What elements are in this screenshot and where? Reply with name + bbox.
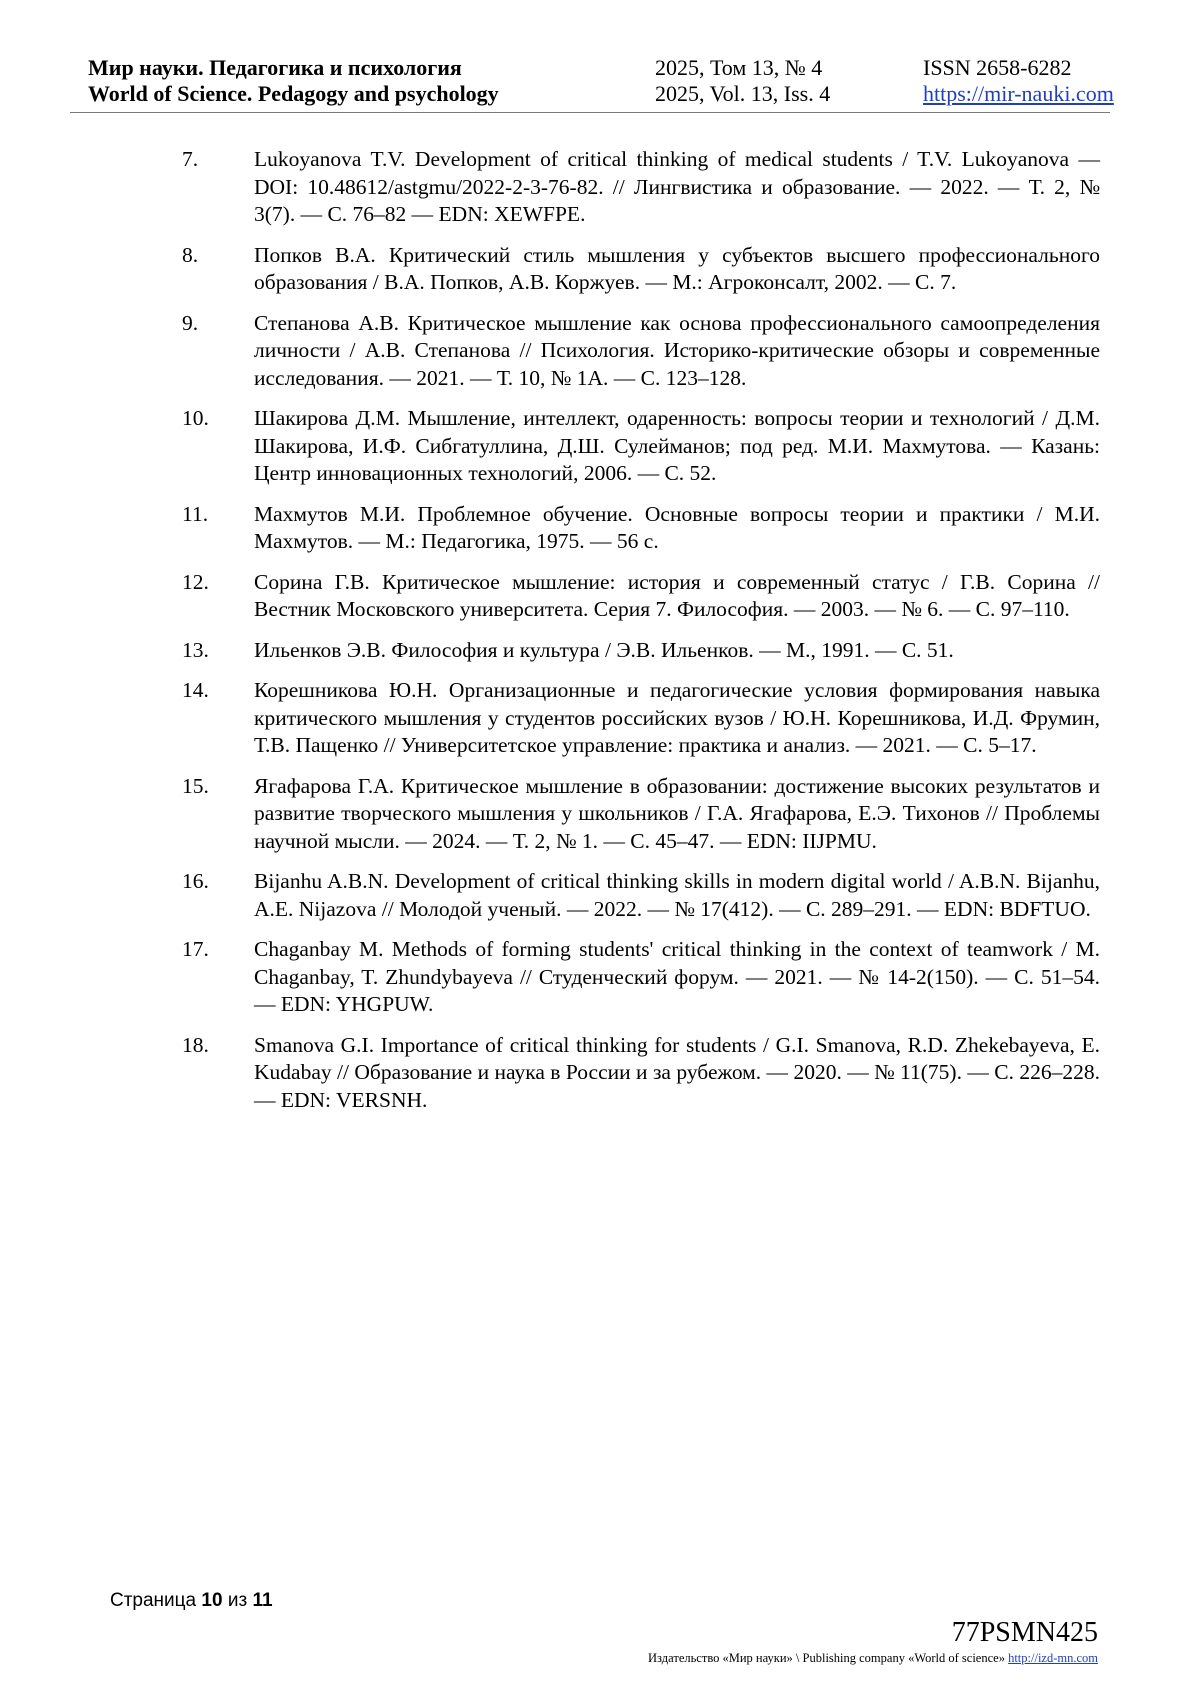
reference-item <box>182 637 1100 665</box>
issue-info-en: 2025, Vol. 13, Iss. 4 <box>655 81 831 106</box>
reference-text: Ягафарова Г.А. Критическое мышление в образовании: достижение высоких результатов и развитие творческого мышления у школьников / Г.А. Ягафарова, Е.Э. Тихонов // Проблемы научной мысли. — 2024. — Т. 2, № 1. — С. 45–47. — EDN: IIJPMU. <box>254 773 1100 853</box>
page-header <box>70 52 1114 113</box>
reference-text: Lukoyanova T.V. Development of critical thinking of medical students / T.V. Lukoyanova — DOI: 10.48612/astgmu/2022-2-3-76-82. // Лингвистика и образование. — 2022. — Т. 2, № 3(7). — С. 76–82 — EDN: XEWFPE. <box>254 147 1100 226</box>
reference-number: 7. <box>182 147 199 171</box>
reference-text: Bijanhu A.B.N. Development of critical thinking skills in modern digital world / A.B.N. Bijanhu, A.E. Nijazova // Молодой ученый. — 2022. — № 17(412). — С. 289–291. — EDN: BDFTUO. <box>254 869 1100 921</box>
reference-text: Smanova G.I. Importance of critical thinking for students / G.I. Smanova, R.D. Zhekebayeva, E. Kudabay // Образование и наука в России и за рубежом. — 2020. — № 11(75). — С. 226–228. — EDN: VERSNH. <box>254 1032 1100 1112</box>
reference-text: Корешникова Ю.Н. Организационные и педагогические условия формирования навыка критического мышления у студентов российских вузов / Ю.Н. Корешникова, И.Д. Фрумин, Т.В. Пащенко // Университетское управление: практика и анализ. — 2021. — С. 5–17. <box>254 678 1100 757</box>
reference-number: 8. <box>182 242 199 267</box>
publisher-line <box>648 1651 1098 1666</box>
reference-text: Махмутов М.И. Проблемное обучение. Основные вопросы теории и практики / М.И. Махмутов. — М.: Педагогика, 1975. — 56 с. <box>254 501 1100 553</box>
references-list <box>182 146 1100 1127</box>
reference-number: 18. <box>182 1032 209 1057</box>
reference-number: 9. <box>182 310 199 335</box>
reference-item <box>182 310 1100 393</box>
publisher-text: Издательство «Мир науки» \ Publishing company «World of science» <box>648 1651 1005 1665</box>
page-of: из <box>227 1590 248 1611</box>
journal-website-link[interactable]: https://mir-nauki.com <box>923 81 1114 106</box>
journal-title-en: World of Science. Pedagogy and psychology <box>88 81 499 106</box>
reference-item <box>182 146 1100 229</box>
reference-item <box>182 677 1100 760</box>
reference-item <box>182 405 1100 488</box>
journal-title-ru: Мир науки. Педагогика и психология <box>88 55 462 80</box>
reference-item <box>182 936 1100 1019</box>
reference-item <box>182 773 1100 856</box>
reference-item <box>182 1032 1100 1115</box>
article-code: 77PSMN425 <box>951 1617 1098 1648</box>
reference-number: 17. <box>182 937 209 961</box>
reference-text: Chaganbay M. Methods of forming students' critical thinking in the context of teamwork / M. Chaganbay, T. Zhundybayeva // Студенческий форум. — 2021. — № 14-2(150). — С. 51–54. — EDN: YHGPUW. <box>254 937 1100 1016</box>
reference-text: Степанова А.В. Критическое мышление как основа профессионального самоопределения личности / А.В. Степанова // Психология. Историко-критические обзоры и современные исследования. — 2021. — Т. 10, № 1А. — С. 123–128. <box>254 310 1100 390</box>
page-word: Страница <box>110 1590 197 1611</box>
reference-number: 11. <box>182 501 209 526</box>
reference-number: 12. <box>182 569 209 594</box>
reference-item <box>182 569 1100 624</box>
header-row-russian <box>88 54 1110 82</box>
issn-number: ISSN 2658-6282 <box>923 55 1072 80</box>
reference-text: Ильенков Э.В. Философия и культура / Э.В. Ильенков. — М., 1991. — С. 51. <box>254 637 954 662</box>
reference-item <box>182 501 1100 556</box>
publisher-link[interactable]: http://izd-mn.com <box>1008 1651 1098 1665</box>
reference-number: 10. <box>182 406 209 430</box>
reference-number: 13. <box>182 637 209 662</box>
reference-number: 15. <box>182 773 209 798</box>
reference-number: 14. <box>182 678 209 702</box>
reference-item <box>182 868 1100 923</box>
reference-text: Сорина Г.В. Критическое мышление: история и современный статус / Г.В. Сорина // Вестник Московского университета. Серия 7. Философия. — 2003. — № 6. — С. 97–110. <box>254 569 1100 621</box>
reference-number: 16. <box>182 869 209 893</box>
header-row-english <box>88 80 1114 108</box>
page-current: 10 <box>201 1590 223 1611</box>
reference-item <box>182 242 1100 297</box>
reference-text: Шакирова Д.М. Мышление, интеллект, одаренность: вопросы теории и технологий / Д.М. Шакирова, И.Ф. Сибгатуллина, Д.Ш. Сулейманов; под ред. М.И. Махмутова. — Казань: Центр инновационных технологий, 2006. — С. 52. <box>254 406 1100 485</box>
reference-text: Попков В.А. Критический стиль мышления у субъектов высшего профессионального образования / В.А. Попков, А.В. Коржуев. — М.: Агроконсалт, 2002. — С. 7. <box>254 242 1100 294</box>
issue-info-ru: 2025, Том 13, № 4 <box>655 55 823 80</box>
page-counter <box>110 1590 273 1612</box>
page-total: 11 <box>252 1590 273 1611</box>
